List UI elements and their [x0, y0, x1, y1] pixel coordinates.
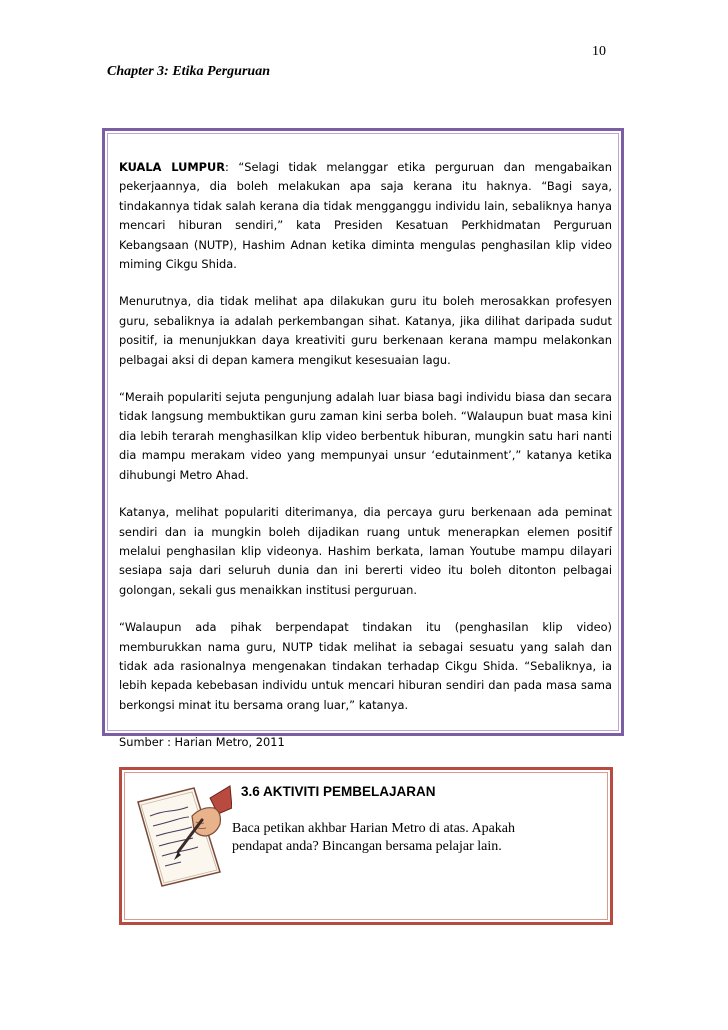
activity-instruction-line: Baca petikan akhbar Harian Metro di atas. Apakah [232, 821, 516, 836]
article-paragraph: “Meraih populariti sejuta pengunjung adalah luar biasa bagi individu biasa dan secara tidak langsung membuktikan guru zaman kini serba boleh. “Walaupun buat masa kini dia lebih terarah menghasilkan klip video berbentuk hiburan, mungkin satu hari nanti dia mampu merakam video yang mempunyai unsur ‘edutainment’,” katanya ketika dihubungi Metro Ahad. [119, 390, 612, 482]
article-paragraph: Katanya, melihat populariti diterimanya, dia percaya guru berkenaan ada peminat sendiri dan ia mungkin boleh dijadikan ruang untuk menerapkan elemen positif melalui penghasilan klip videonya. Hashim berkata, laman Youtube mampu dilayari sesiapa saja dari seluruh dunia dan ini bererti video itu boleh ditonton pelbagai golongan, sekali gus menaikkan institusi perguruan. [119, 505, 612, 597]
activity-instruction-line: pendapat anda? Bincangan bersama pelajar lain. [232, 839, 502, 854]
page-number: 10 [592, 44, 606, 59]
article-paragraph [119, 158, 612, 274]
article-dateline: KUALA LUMPUR [119, 160, 226, 174]
activity-box [119, 767, 613, 925]
article-box [102, 128, 624, 750]
activity-instructions [232, 820, 562, 856]
article-paragraph: “Walaupun ada pihak berpendapat tindakan itu (penghasilan klip video) memburukkan nama guru, NUTP tidak melihat ia sebagai sesuatu yang salah dan tidak ada rasionalnya mengenakan tindakan terhadap Cikgu Shida. “Sebaliknya, ia lebih kepada kebebasan individu untuk mencari hiburan sendiri dan pada masa sama berkongsi minat itu bersama orang luar,” katanya. [119, 620, 612, 712]
chapter-title: Chapter 3: Etika Perguruan [107, 64, 270, 79]
article-paragraph: Menurutnya, dia tidak melihat apa dilakukan guru itu boleh merosakkan profesyen guru, sebaliknya ia adalah perkembangan sihat. Katanya, jika dilihat daripada sudut positif, ia menunjukkan daya kreativiti guru berkenaan kerana mampu melakonkan pelbagai aksi di depan kamera mengikut kesesuaian lagu. [119, 294, 612, 367]
article-source: Sumber : Harian Metro, 2011 [119, 735, 285, 750]
activity-title: 3.6 AKTIVITI PEMBELAJARAN [241, 784, 436, 799]
article-lead-text: : “Selagi tidak melanggar etika perguruan dan mengabaikan pekerjaannya, dia boleh melakukan apa saja kerana itu haknya. “Bagi saya, tindakannya tidak salah kerana dia tidak mengganggu individu lain, sebaliknya hanya mencari hiburan sendiri,” kata Presiden Kesatuan Perkhidmatan Perguruan Kebangsaan (NUTP), Hashim Adnan ketika diminta mengulas penghasilan klip video miming Cikgu Shida. [119, 160, 612, 272]
article-body [119, 158, 612, 771]
writing-hand-icon [132, 780, 232, 888]
